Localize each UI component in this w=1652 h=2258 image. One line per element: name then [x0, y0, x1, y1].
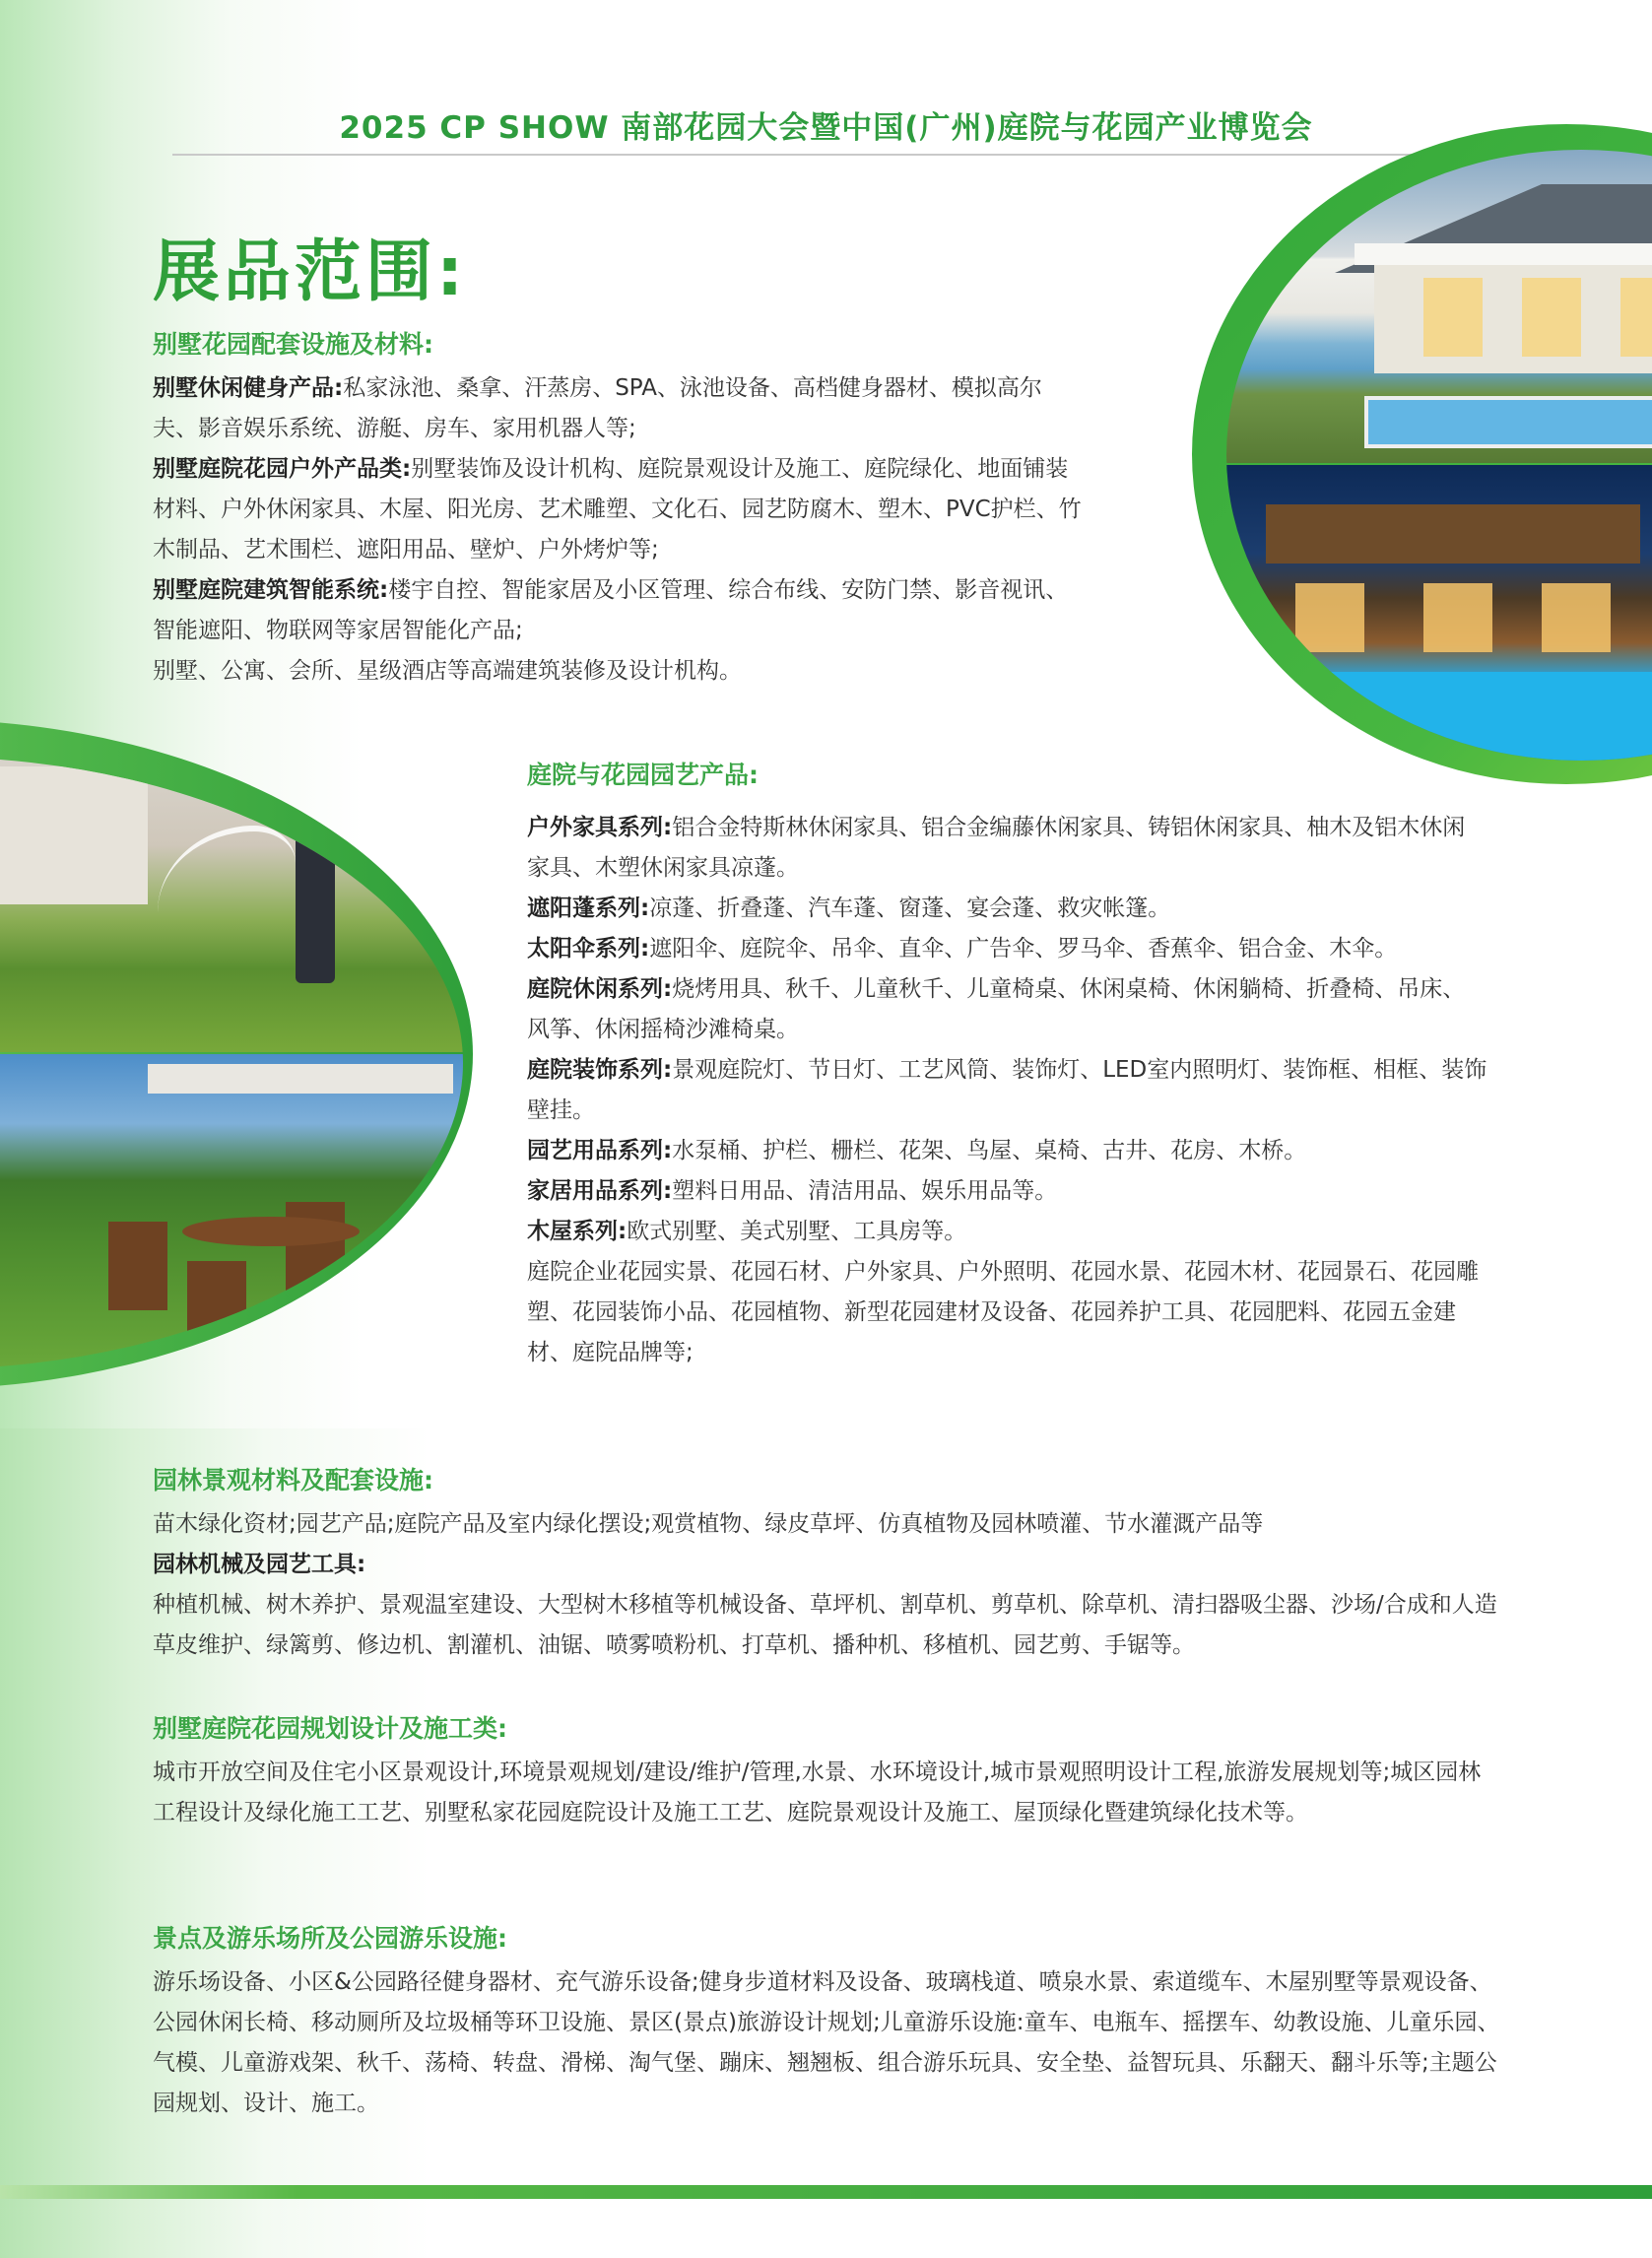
- villa-pool-night-photo: [1226, 465, 1652, 761]
- paragraph-text: 别墅、公寓、会所、星级酒店等高端建筑装修及设计机构。: [153, 658, 742, 684]
- paragraph: [527, 889, 1487, 929]
- header-title: 2025 CP SHOW 南部花园大会暨中国(广州)庭院与花园产业博览会: [339, 110, 1313, 146]
- paragraph-text: 凉蓬、折叠蓬、汽车蓬、窗蓬、宴会蓬、救灾帐篷。: [649, 896, 1171, 921]
- section-garden-products: [527, 755, 1487, 1373]
- villa-house-photo: [1226, 150, 1652, 463]
- photo-collage-garden: [0, 757, 463, 1369]
- paragraph-text: 城市开放空间及住宅小区景观设计,环境景观规划/建设/维护/管理,水景、水环境设计,城市景观照明设计工程,旅游发展规划等;城区园林工程设计及绿化施工工艺、别墅私家花园庭院设计及施工工艺、庭院景观设计及施工、屋顶绿化暨建筑绿化技术等。: [153, 1760, 1482, 1826]
- paragraph: [153, 1753, 1502, 1833]
- paragraph: [153, 1545, 1502, 1585]
- garden-patio-photo: [0, 1054, 463, 1369]
- paragraph-text: 种植机械、树木养护、景观温室建设、大型树木移植等机械设备、草坪机、割草机、剪草机、除草机、清扫器吸尘器、沙场/合成和人造草皮维护、绿篱剪、修边机、割灌机、油锯、喷雾喷粉机、打草机、播种机、移植机、园艺剪、手锯等。: [153, 1592, 1497, 1658]
- paragraph: [153, 570, 1084, 651]
- paragraph-text: 欧式别墅、美式别墅、工具房等。: [627, 1219, 967, 1244]
- paragraph-text: 苗木绿化资材;园艺产品;庭院产品及室内绿化摆设;观赏植物、绿皮草坪、仿真植物及园林喷灌、节水灌溉产品等: [153, 1511, 1264, 1537]
- paragraph-label: 庭院装饰系列:: [527, 1057, 673, 1083]
- paragraph-label: 户外家具系列:: [527, 815, 673, 840]
- section-planning-design: [153, 1708, 1502, 1833]
- paragraph-text: 水泵桶、护栏、栅栏、花架、鸟屋、桌椅、古井、花房、木桥。: [672, 1138, 1307, 1163]
- section-heading: 庭院与花园园艺产品:: [527, 761, 759, 789]
- section-heading: 别墅庭院花园规划设计及施工类:: [153, 1714, 507, 1743]
- paragraph-label: 别墅庭院花园户外产品类:: [153, 456, 412, 482]
- section-amusement-facilities: [153, 1918, 1502, 2124]
- paragraph: [153, 651, 1084, 692]
- paragraph: [527, 929, 1487, 969]
- paragraph: [153, 368, 1084, 449]
- paragraph-text: 铝合金特斯林休闲家具、铝合金编藤休闲家具、铸铝休闲家具、柚木及铝木休闲家具、木塑休闲家具凉蓬。: [527, 815, 1466, 881]
- paragraph: [527, 969, 1487, 1050]
- paragraph: [153, 1504, 1502, 1545]
- garden-watering-photo: [0, 757, 463, 1052]
- paragraph-label: 太阳伞系列:: [527, 936, 650, 962]
- paragraph: [153, 1585, 1502, 1666]
- paragraph-label: 别墅庭院建筑智能系统:: [153, 577, 389, 603]
- section-villa-facilities: [153, 324, 1084, 692]
- section-heading: 园林景观材料及配套设施:: [153, 1466, 433, 1494]
- footer-accent-bar: [0, 2185, 1652, 2199]
- section-heading: 景点及游乐场所及公园游乐设施:: [153, 1924, 507, 1953]
- section-landscape-materials: [153, 1460, 1502, 1666]
- photo-collage-villa: [1226, 150, 1652, 761]
- page-title: 展品范围:: [153, 233, 468, 311]
- paragraph-label: 庭院休闲系列:: [527, 976, 673, 1002]
- paragraph-text: 烧烤用具、秋千、儿童秋千、儿童椅桌、休闲桌椅、休闲躺椅、折叠椅、吊床、风筝、休闲摇椅沙滩椅桌。: [527, 976, 1466, 1042]
- paragraph-text: 别墅装饰及设计机构、庭院景观设计及施工、庭院绿化、地面铺装材料、户外休闲家具、木屋、阳光房、艺术雕塑、文化石、园艺防腐木、塑木、PVC护栏、竹木制品、艺术围栏、遮阳用品、壁炉、户外烤炉等;: [153, 456, 1082, 563]
- paragraph: [153, 449, 1084, 570]
- paragraph-label: 园林机械及园艺工具:: [153, 1552, 366, 1577]
- paragraph-label: 木屋系列:: [527, 1219, 628, 1244]
- paragraph: [153, 1962, 1502, 2124]
- paragraph-label: 家居用品系列:: [527, 1178, 673, 1204]
- paragraph-text: 游乐场设备、小区&公园路径健身器材、充气游乐设备;健身步道材料及设备、玻璃栈道、喷泉水景、索道缆车、木屋别墅等景观设备、公园休闲长椅、移动厕所及垃圾桶等环卫设施、景区(景点)旅游设计规划;儿童游乐设施:童车、电瓶车、摇摆车、幼教设施、儿童乐园、气模、儿童游戏架、秋千、荡椅、转盘、滑梯、淘气堡、蹦床、翘翘板、组合游乐玩具、安全垫、益智玩具、乐翻天、翻斗乐等;主题公园规划、设计、施工。: [153, 1969, 1500, 2116]
- paragraph-label: 遮阳蓬系列:: [527, 896, 650, 921]
- paragraph-text: 塑料日用品、清洁用品、娱乐用品等。: [672, 1178, 1058, 1204]
- paragraph-text: 遮阳伞、庭院伞、吊伞、直伞、广告伞、罗马伞、香蕉伞、铝合金、木伞。: [649, 936, 1398, 962]
- paragraph-text: 楼宇自控、智能家居及小区管理、综合布线、安防门禁、影音视讯、智能遮阳、物联网等家居智能化产品;: [153, 577, 1069, 643]
- paragraph-text: 庭院企业花园实景、花园石材、户外家具、户外照明、花园水景、花园木材、花园景石、花园雕塑、花园装饰小品、花园植物、新型花园建材及设备、花园养护工具、花园肥料、花园五金建材、庭院品牌等;: [527, 1259, 1479, 1365]
- section-heading: 别墅花园配套设施及材料:: [153, 330, 433, 359]
- paragraph: [527, 1212, 1487, 1252]
- paragraph: [527, 808, 1487, 889]
- paragraph: [527, 1171, 1487, 1212]
- paragraph-text: 景观庭院灯、节日灯、工艺风筒、装饰灯、LED室内照明灯、装饰框、相框、装饰壁挂。: [527, 1057, 1487, 1123]
- paragraph: [527, 1252, 1487, 1373]
- paragraph: [527, 1131, 1487, 1171]
- paragraph-label: 园艺用品系列:: [527, 1138, 673, 1163]
- paragraph-label: 别墅休闲健身产品:: [153, 375, 344, 401]
- paragraph-text: 私家泳池、桑拿、汗蒸房、SPA、泳池设备、高档健身器材、模拟高尔夫、影音娱乐系统、游艇、房车、家用机器人等;: [153, 375, 1042, 441]
- paragraph: [527, 1050, 1487, 1131]
